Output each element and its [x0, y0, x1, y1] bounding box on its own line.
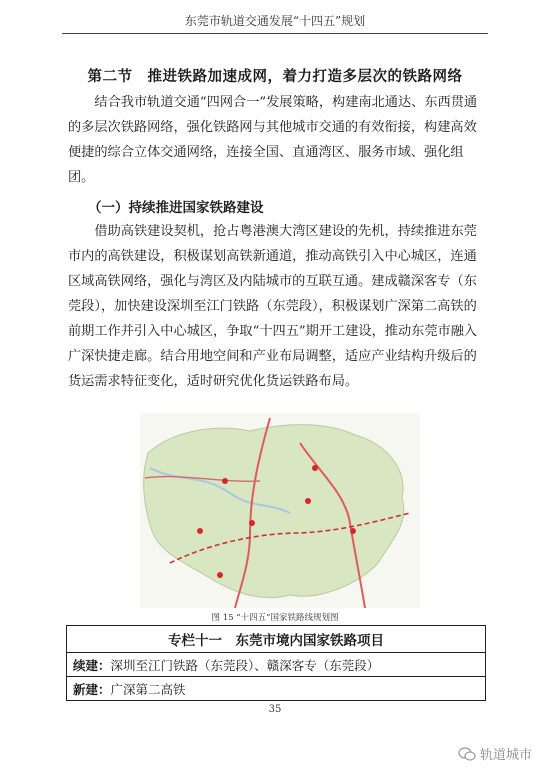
project-box-table — [66, 625, 486, 701]
figure-caption: 图 15 “十四五”国家铁路线规划图 — [211, 613, 339, 623]
table-row — [67, 677, 486, 701]
subsection-title: （一）持续推进国家铁路建设 — [88, 200, 264, 216]
station-marker — [217, 572, 223, 578]
row-value: 广深第二高铁 — [110, 681, 186, 697]
intro-text: 结合我市轨道交通“四网合一”发展策略，构建南北通达、东西贯通的多层次铁路网络，强化铁路网与其他城市交通的有效衔接，构建高效便捷的综合立体交通网络，连接全国、直通湾区、服务市域、强化组团。 — [68, 95, 478, 185]
station-marker — [312, 465, 318, 471]
section-title: 第二节 推进铁路加速成网，着力打造多层次的铁路网络 — [87, 68, 463, 85]
station-marker — [249, 520, 255, 526]
page-number: 35 — [268, 704, 282, 715]
subsection-text: 借助高铁建设契机，抢占粤港澳大湾区建设的先机，持续推进东莞市内的高铁建设，积极谋划高铁新通道，推动高铁引入中心城区，连通区域高铁网络，强化与湾区及内陆城市的互联互通。建成赣深客专（东莞段），加快建设深圳至江门铁路（东莞段），积极谋划广深第二高铁的前期工作并引入中心城区，争取“十四五”期开工建设，推动东莞市融入广深快捷走廊。结合用地空间和产业布局调整，适应产业结构升级后的货运需求特征变化，适时研究优化货运铁路布局。 — [68, 224, 478, 389]
row-label: 新建： — [73, 681, 111, 697]
station-marker — [350, 528, 356, 534]
wechat-icon — [458, 747, 476, 761]
box-title: 专栏十一 东莞市境内国家铁路项目 — [67, 626, 486, 653]
intro-paragraph — [68, 90, 488, 190]
watermark-text: 轨道城市 — [479, 748, 532, 763]
station-marker — [222, 478, 228, 484]
station-marker — [197, 528, 203, 534]
header-divider — [62, 33, 488, 34]
station-marker — [305, 498, 311, 504]
page-header: 东莞市轨道交通发展“十四五”规划 — [184, 14, 366, 28]
subsection-paragraph — [68, 219, 488, 394]
watermark — [458, 744, 532, 763]
row-value: 深圳至江门铁路（东莞段）、赣深客专（东莞段） — [110, 657, 380, 673]
railway-plan-map — [140, 413, 420, 608]
row-label: 续建： — [73, 657, 111, 673]
table-row — [67, 653, 486, 677]
